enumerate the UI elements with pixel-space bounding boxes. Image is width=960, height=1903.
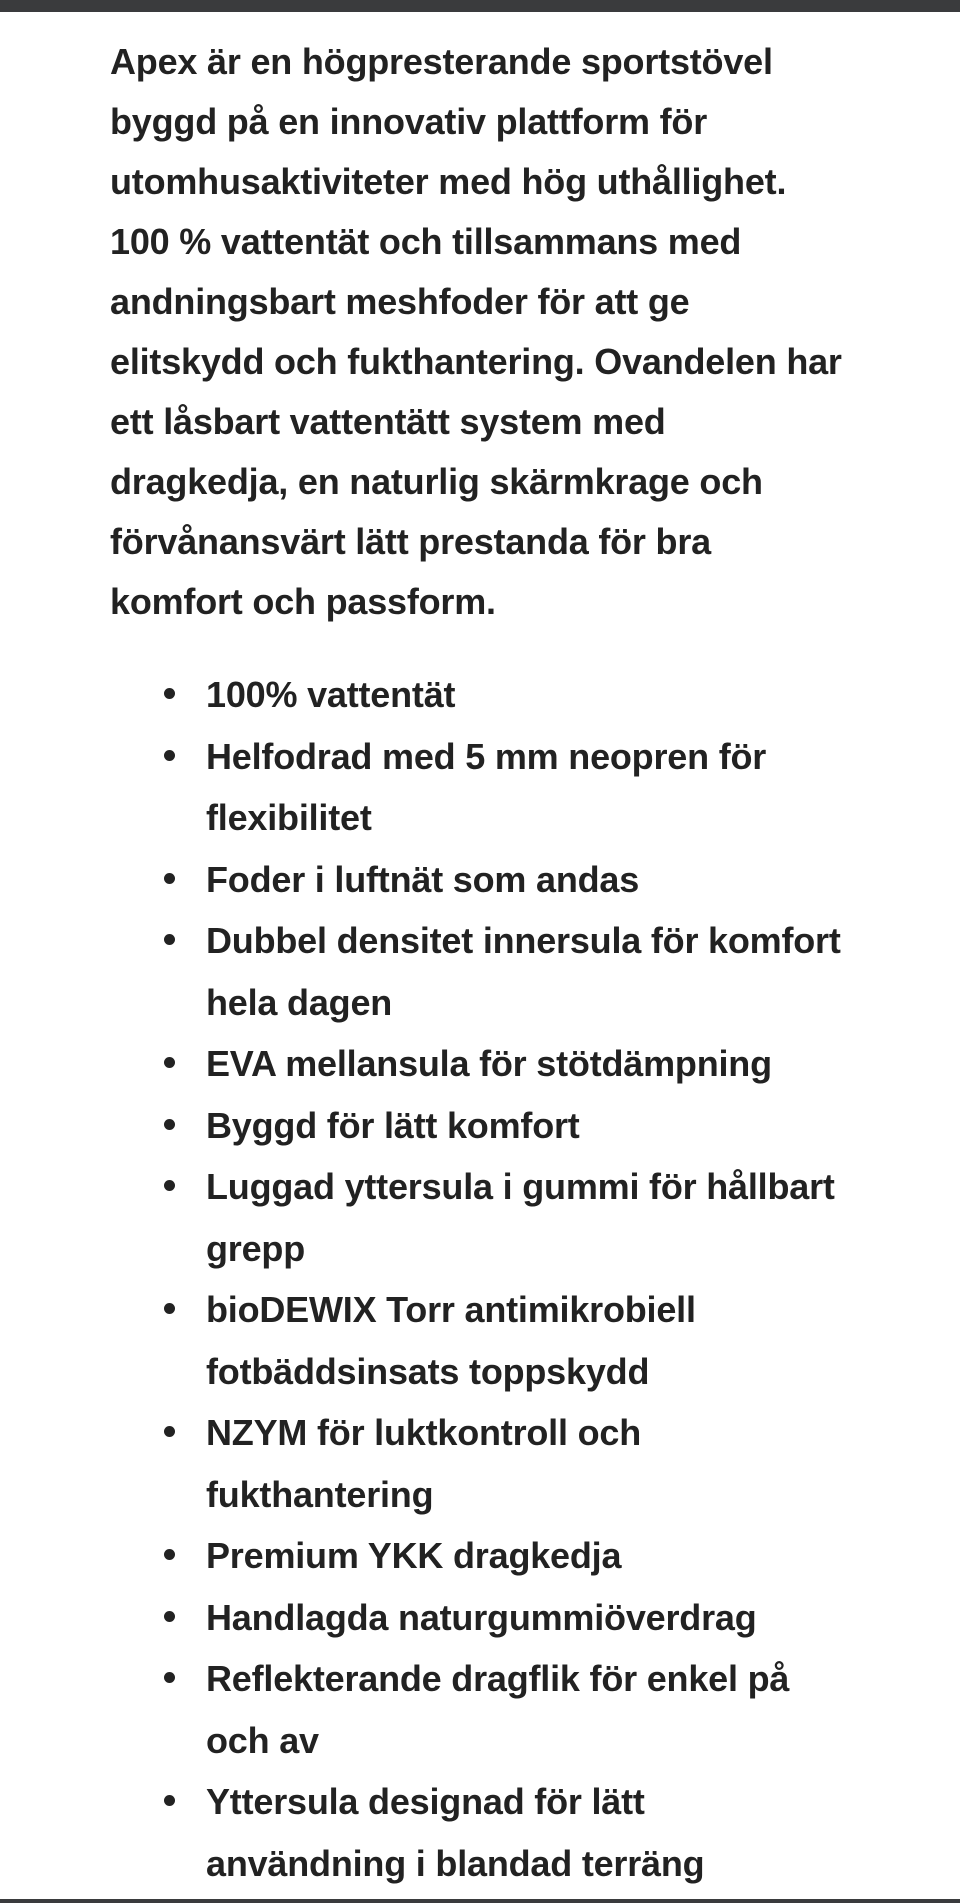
list-item xyxy=(206,1771,850,1894)
bullet-icon xyxy=(164,1303,175,1314)
product-description: Apex är en högpresterande sportstövel byggd på en innovativ plattform för utomhusaktiviteter med hög uthållighet. 100 % vattentät och tillsammans med andningsbart meshfoder för att ge elitskydd och fukthantering. Ovandelen har ett låsbart vattentätt system med dragkedja, en naturlig skärmkrage och förvånansvärt lätt prestanda för bra komfort och passform. xyxy=(110,41,842,622)
feature-text: Yttersula designad för lätt användning i blandad terräng xyxy=(206,1781,705,1884)
list-item xyxy=(206,1033,850,1095)
list-item xyxy=(206,910,850,1033)
list-item xyxy=(206,1279,850,1402)
feature-text: Byggd för lätt komfort xyxy=(206,1104,580,1146)
feature-text: Foder i luftnät som andas xyxy=(206,858,640,900)
bullet-icon xyxy=(164,750,175,761)
feature-text: Luggad yttersula i gummi för hållbart grepp xyxy=(206,1166,835,1269)
feature-text: bioDEWIX Torr antimikrobiell fotbäddsinsats toppskydd xyxy=(206,1289,696,1392)
list-item xyxy=(206,1156,850,1279)
bullet-icon xyxy=(164,1057,175,1068)
bullet-icon xyxy=(164,1611,175,1622)
feature-text: Helfodrad med 5 mm neopren för flexibilitet xyxy=(206,735,767,838)
bullet-icon xyxy=(164,1795,175,1806)
bullet-icon xyxy=(164,1180,175,1191)
bullet-icon xyxy=(164,1426,175,1437)
feature-text: EVA mellansula för stötdämpning xyxy=(206,1043,772,1084)
bullet-icon xyxy=(164,1549,175,1560)
bullet-icon xyxy=(164,688,175,699)
feature-list xyxy=(110,664,850,1894)
list-item xyxy=(206,849,850,911)
feature-text: 100% vattentät xyxy=(206,674,456,715)
bullet-icon xyxy=(164,1672,175,1683)
list-item xyxy=(206,1095,850,1157)
list-item xyxy=(206,1648,850,1771)
bottom-divider xyxy=(0,1899,960,1903)
product-description-section xyxy=(110,32,850,1894)
bullet-icon xyxy=(164,934,175,945)
list-item xyxy=(206,664,850,726)
feature-text: NZYM för luktkontroll och fukthantering xyxy=(206,1412,641,1515)
top-bar xyxy=(0,0,960,12)
feature-text: Handlagda naturgummiöverdrag xyxy=(206,1596,757,1638)
list-item xyxy=(206,726,850,849)
list-item xyxy=(206,1402,850,1525)
bullet-icon xyxy=(164,873,175,884)
bullet-icon xyxy=(164,1119,175,1130)
feature-text: Reflekterande dragflik för enkel på och av xyxy=(206,1658,790,1761)
list-item xyxy=(206,1587,850,1649)
feature-text: Premium YKK dragkedja xyxy=(206,1535,622,1576)
list-item xyxy=(206,1525,850,1587)
feature-text: Dubbel densitet innersula för komfort hela dagen xyxy=(206,920,841,1023)
